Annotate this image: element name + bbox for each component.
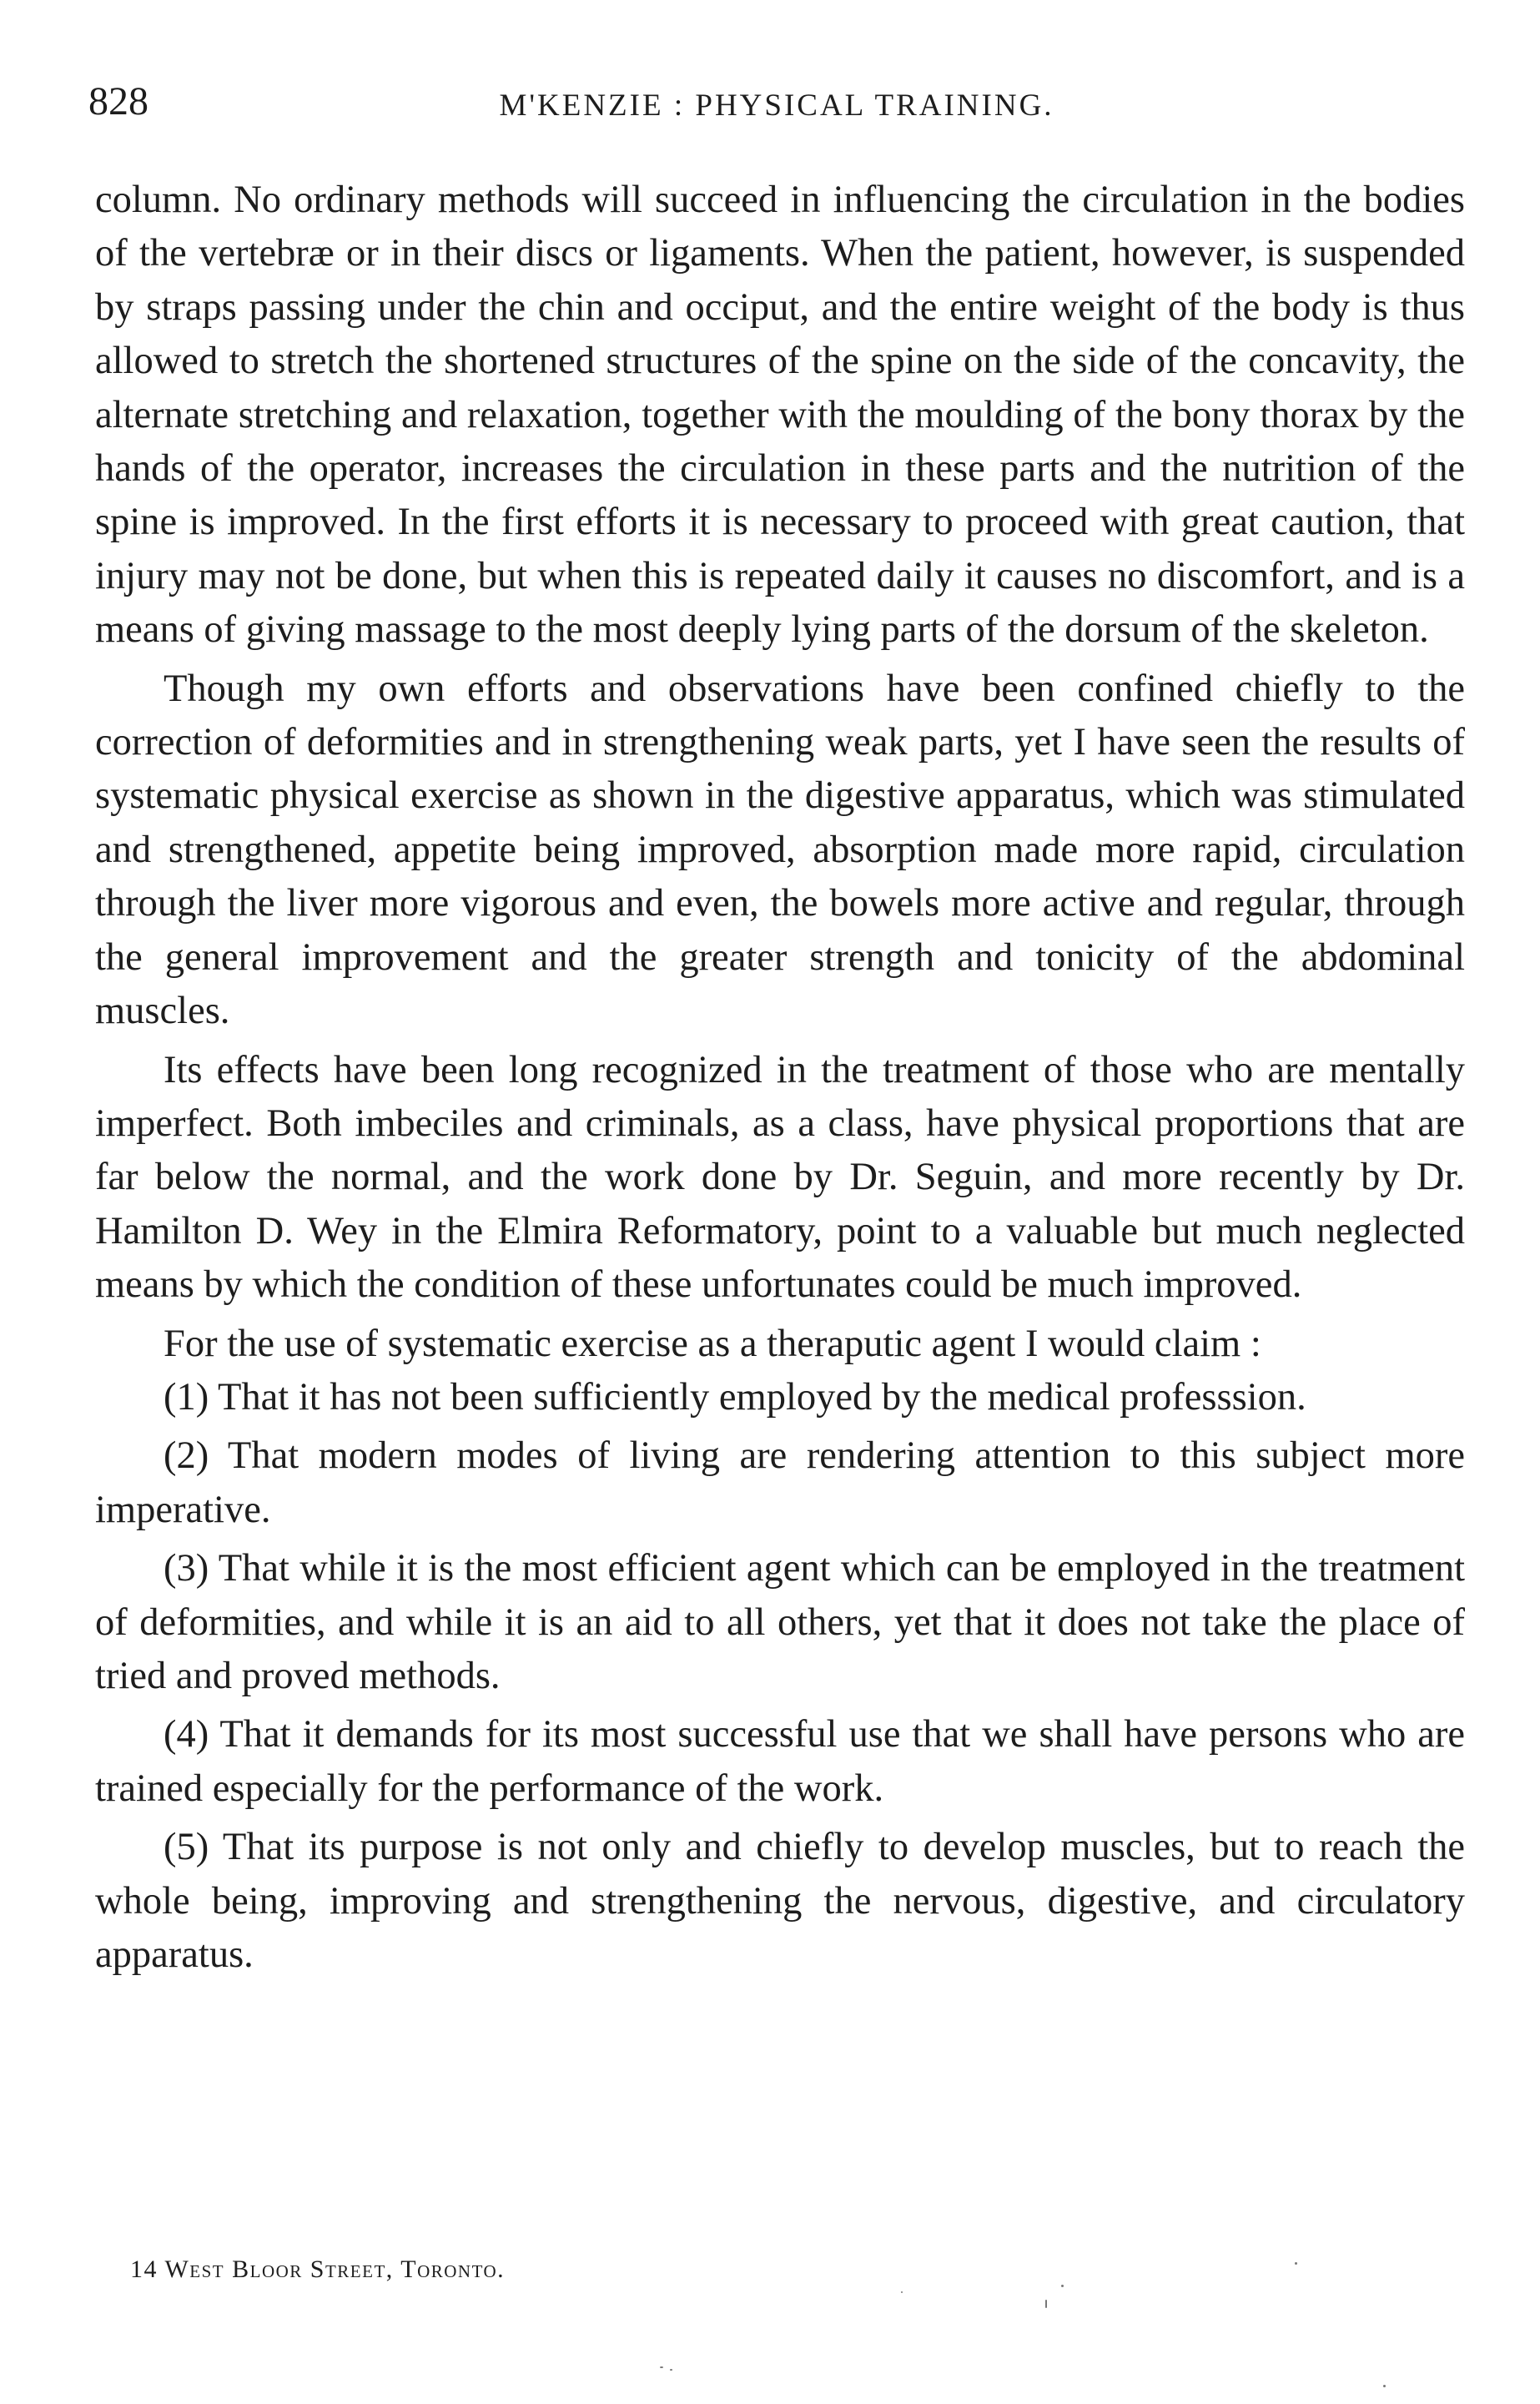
page-number: 828 [88, 79, 148, 123]
paragraph-1: column. No ordinary methods will succeed in influencing the circulation in the bodies of the vertebræ or in their discs or ligaments. When the patient, however, is suspended by straps passing under the chin and occiput, and the entire weight of the body is thus allowed to stretch the shortened structures of the spine on the side of the concavity, the alternate stretching and relaxation, together with the moulding of the bony thorax by the hands of the operator, increases the circulation in these parts and the nutrition of the spine is improved. In the first efforts it is necessary to proceed with great caution, that injury may not be done, but when this is repeated daily it causes no discomfort, and is a means of giving massage to the most deeply lying parts of the dorsum of the skeleton. [95, 179, 1465, 652]
claim-5: (5) That its purpose is not only and chiefly to develop muscles, but to reach the whole being, improving and strengthening the nervous, digestive, and circulatory apparatus. [95, 1826, 1465, 1976]
page-header [88, 77, 1465, 135]
body-text [95, 174, 1465, 1982]
running-head: M'KENZIE : PHYSICAL TRAINING. [499, 88, 1054, 123]
paragraph-3: Its effects have been long recognized in the treatment of those who are mentally imperfect. Both imbeciles and criminals, as a class, have physical proportions that are far below the normal, and the work done by Dr. Seguin, and more recently by Dr. Hamilton D. Wey in the Elmira Reformatory, point to a valuable but much neglected means by which the condition of these unfortunates could be much improved. [95, 1048, 1465, 1307]
claim-1: (1) That it has not been sufficiently employed by the medical professsion. [164, 1375, 1306, 1419]
scan-speck [660, 2366, 663, 2368]
scan-speck [1383, 2385, 1386, 2387]
paragraph-4: For the use of systematic exercise as a theraputic agent I would claim : [164, 1322, 1261, 1365]
scan-speck [670, 2369, 672, 2371]
paragraph-2: Though my own efforts and observations have been confined chiefly to the correction of deformities and in strengthening weak parts, yet I have seen the results of systematic physical exercise as shown in the digestive apparatus, which was stimulated and strengthened, appetite being improved, absorption made more rapid, circulation through the liver more vigorous and even, the bowels more active and regular, through the general improvement and the greater strength and tonicity of the abdominal muscles. [95, 667, 1465, 1033]
scan-speck [1045, 2300, 1047, 2308]
scan-speck [901, 2291, 903, 2293]
claim-3: (3) That while it is the most efficient agent which can be employed in the treatment of deformities, and while it is an aid to all others, yet that it does not take the place of tried and proved methods. [95, 1547, 1465, 1697]
scan-speck [1295, 2262, 1297, 2265]
claim-4: (4) That it demands for its most successful use that we shall have persons who are trained especially for the performance of the work. [95, 1713, 1465, 1810]
author-address: 14 West Bloor Street, Toronto. [130, 2255, 506, 2283]
scan-speck [1061, 2285, 1064, 2287]
claim-2: (2) That modern modes of living are rendering attention to this subject more imperative. [95, 1434, 1465, 1531]
